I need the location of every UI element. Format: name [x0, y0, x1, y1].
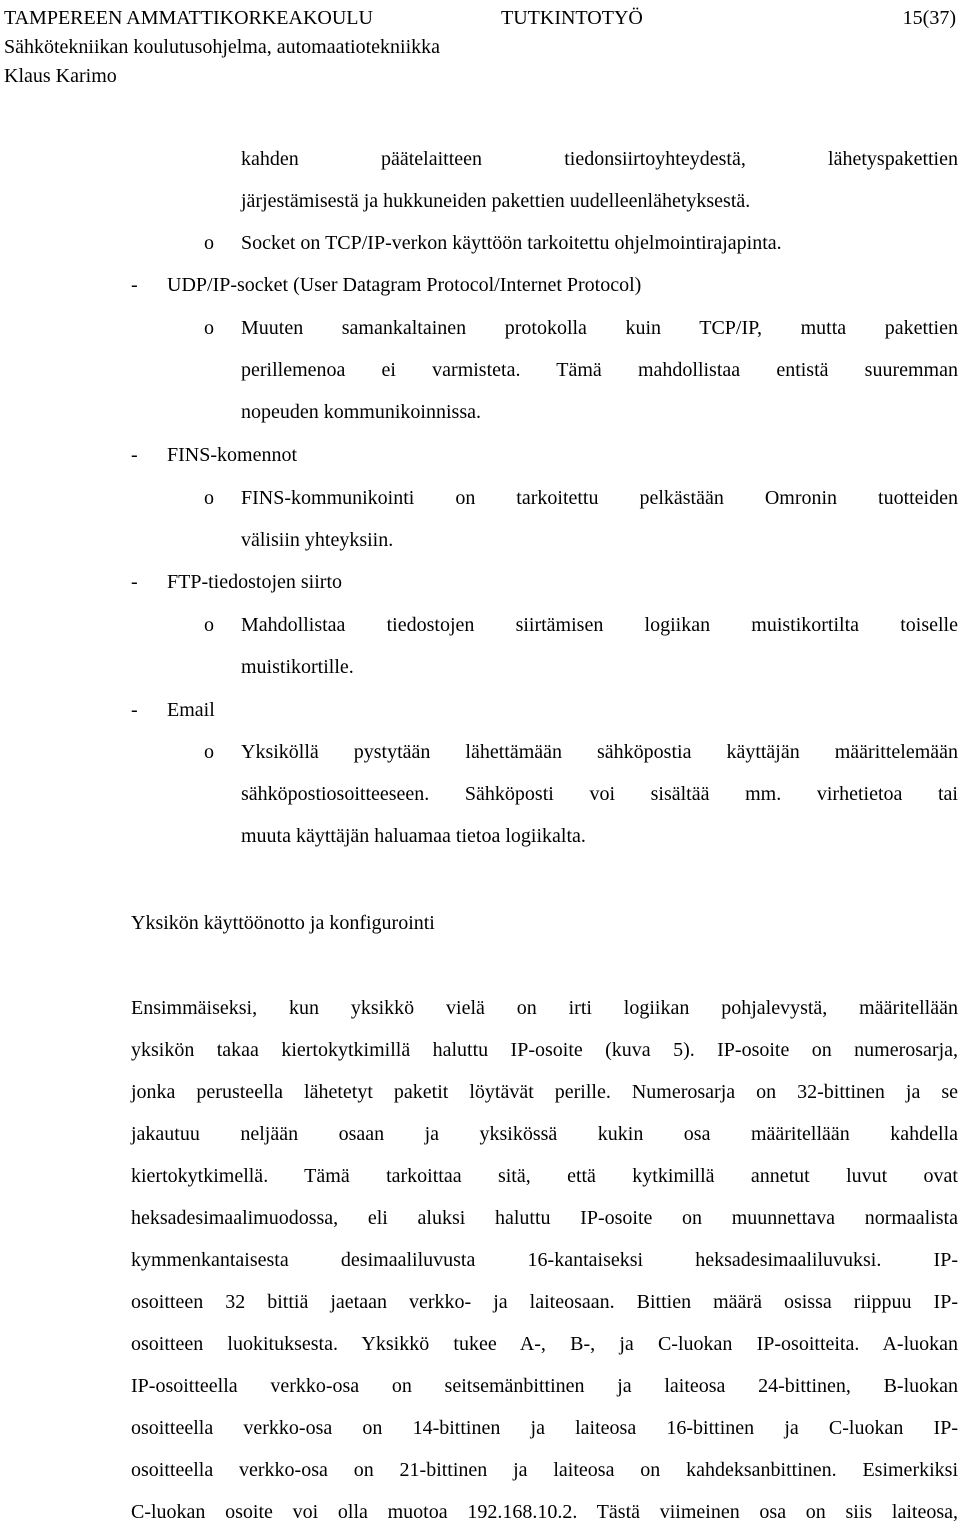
degree-program: Sähkötekniikan koulutusohjelma, automaatiotekniikka — [4, 36, 441, 58]
text-line: C-luokan osoite voi olla muotoa 192.168.10.2. Tästä viimeinen osa on siis laiteosa, — [131, 1501, 958, 1523]
sub-bullet-marker: o — [204, 317, 214, 339]
list-subitem-fins — [241, 477, 958, 561]
text-line: FTP-tiedostojen siirto — [167, 571, 342, 593]
text-line: muistikortille. — [241, 656, 354, 678]
text-line: UDP/IP-socket (User Datagram Protocol/Internet Protocol) — [167, 274, 642, 296]
dash-marker: - — [131, 699, 138, 721]
text-line: Ensimmäiseksi, kun yksikkö vielä on irti logiikan pohjalevystä, määritellään — [131, 997, 958, 1019]
header-row-2 — [4, 33, 956, 62]
text-line: kiertokytkimellä. Tämä tarkoittaa sitä, että kytkimillä annetut luvut ovat — [131, 1165, 958, 1187]
header-row-1 — [4, 4, 956, 33]
header-row-3 — [4, 62, 956, 91]
text-line: FINS-komennot — [167, 444, 297, 466]
list-subitem-email — [241, 731, 958, 857]
text-line: muuta käyttäjän haluamaa tietoa logiikalta. — [241, 825, 586, 847]
page-header — [4, 4, 956, 91]
text-line: osoitteella verkko-osa on 14-bittinen ja laiteosa 16-bittinen ja C-luokan IP- — [131, 1417, 958, 1439]
section-heading — [131, 902, 435, 944]
text-line: kymmenkantaisesta desimaaliluvusta 16-kantaiseksi heksadesimaaliluvuksi. IP- — [131, 1249, 958, 1271]
document-type: TUTKINTOTYÖ — [501, 7, 643, 29]
list-item-ftp-title — [167, 561, 342, 603]
text-line: FINS-kommunikointi on tarkoitettu pelkästään Omronin tuotteiden — [241, 487, 958, 509]
text-line: Mahdollistaa tiedostojen siirtämisen logiikan muistikortilta toiselle — [241, 614, 958, 636]
text-line: IP-osoitteella verkko-osa on seitsemänbittinen ja laiteosa 24-bittinen, B-luokan — [131, 1375, 958, 1397]
text-line: jonka perusteella lähetetyt paketit löytävät perille. Numerosarja on 32-bittinen ja se — [131, 1081, 958, 1103]
dash-marker: - — [131, 274, 138, 296]
dash-marker: - — [131, 571, 138, 593]
sub-bullet-marker: o — [204, 614, 214, 636]
dash-marker: - — [131, 444, 138, 466]
sub-bullet-marker: o — [204, 487, 214, 509]
text-line: jakautuu neljään osaan ja yksikössä kukin osa määritellään kahdella — [131, 1123, 958, 1145]
text-line: sähköpostiosoitteeseen. Sähköposti voi sisältää mm. virhetietoa tai — [241, 783, 958, 805]
text-line: järjestämisestä ja hukkuneiden pakettien uudelleenlähetyksestä. — [241, 190, 751, 212]
text-line: Muuten samankaltainen protokolla kuin TCP/IP, mutta pakettien — [241, 317, 958, 339]
text-line: osoitteella verkko-osa on 21-bittinen ja laiteosa on kahdeksanbittinen. Esimerkiksi — [131, 1459, 958, 1481]
list-item-fins-title — [167, 434, 297, 476]
text-line: Yksiköllä pystytään lähettämään sähköpostia käyttäjän määrittelemään — [241, 741, 958, 763]
text-line: perillemenoa ei varmisteta. Tämä mahdollistaa entistä suuremman — [241, 359, 958, 381]
text-line: Email — [167, 699, 215, 721]
sub-bullet-marker: o — [204, 232, 214, 254]
body-paragraph — [131, 987, 958, 1533]
list-subitem-ftp — [241, 604, 958, 688]
text-line: nopeuden kommunikoinnissa. — [241, 401, 481, 423]
list-item-email-title — [167, 689, 215, 731]
list-subitem-udp — [241, 307, 958, 433]
text-line: osoitteen luokituksesta. Yksikkö tukee A-, B-, ja C-luokan IP-osoitteita. A-luokan — [131, 1333, 958, 1355]
list-subitem-socket — [241, 222, 958, 264]
institution-name: TAMPEREEN AMMATTIKORKEAKOULU — [4, 7, 373, 29]
text-line: välisiin yhteyksiin. — [241, 529, 394, 551]
text-line: kahden päätelaitteen tiedonsiirtoyhteydestä, lähetyspakettien — [241, 148, 958, 170]
author-name: Klaus Karimo — [4, 65, 117, 87]
text-line: yksikön takaa kiertokytkimillä haluttu IP-osoite (kuva 5). IP-osoite on numerosarja, — [131, 1039, 958, 1061]
list-subitem-continuation — [241, 138, 958, 222]
heading-text: Yksikön käyttöönotto ja konfigurointi — [131, 912, 435, 934]
list-item-udp-title — [167, 264, 641, 306]
text-line: osoitteen 32 bittiä jaetaan verkko- ja laiteosaan. Bittien määrä osissa riippuu IP- — [131, 1291, 958, 1313]
text-line: heksadesimaalimuodossa, eli aluksi haluttu IP-osoite on muunnettava normaalista — [131, 1207, 958, 1229]
sub-bullet-marker: o — [204, 741, 214, 763]
text-line: Socket on TCP/IP-verkon käyttöön tarkoitettu ohjelmointirajapinta. — [241, 232, 782, 254]
page-number: 15(37) — [902, 7, 956, 29]
